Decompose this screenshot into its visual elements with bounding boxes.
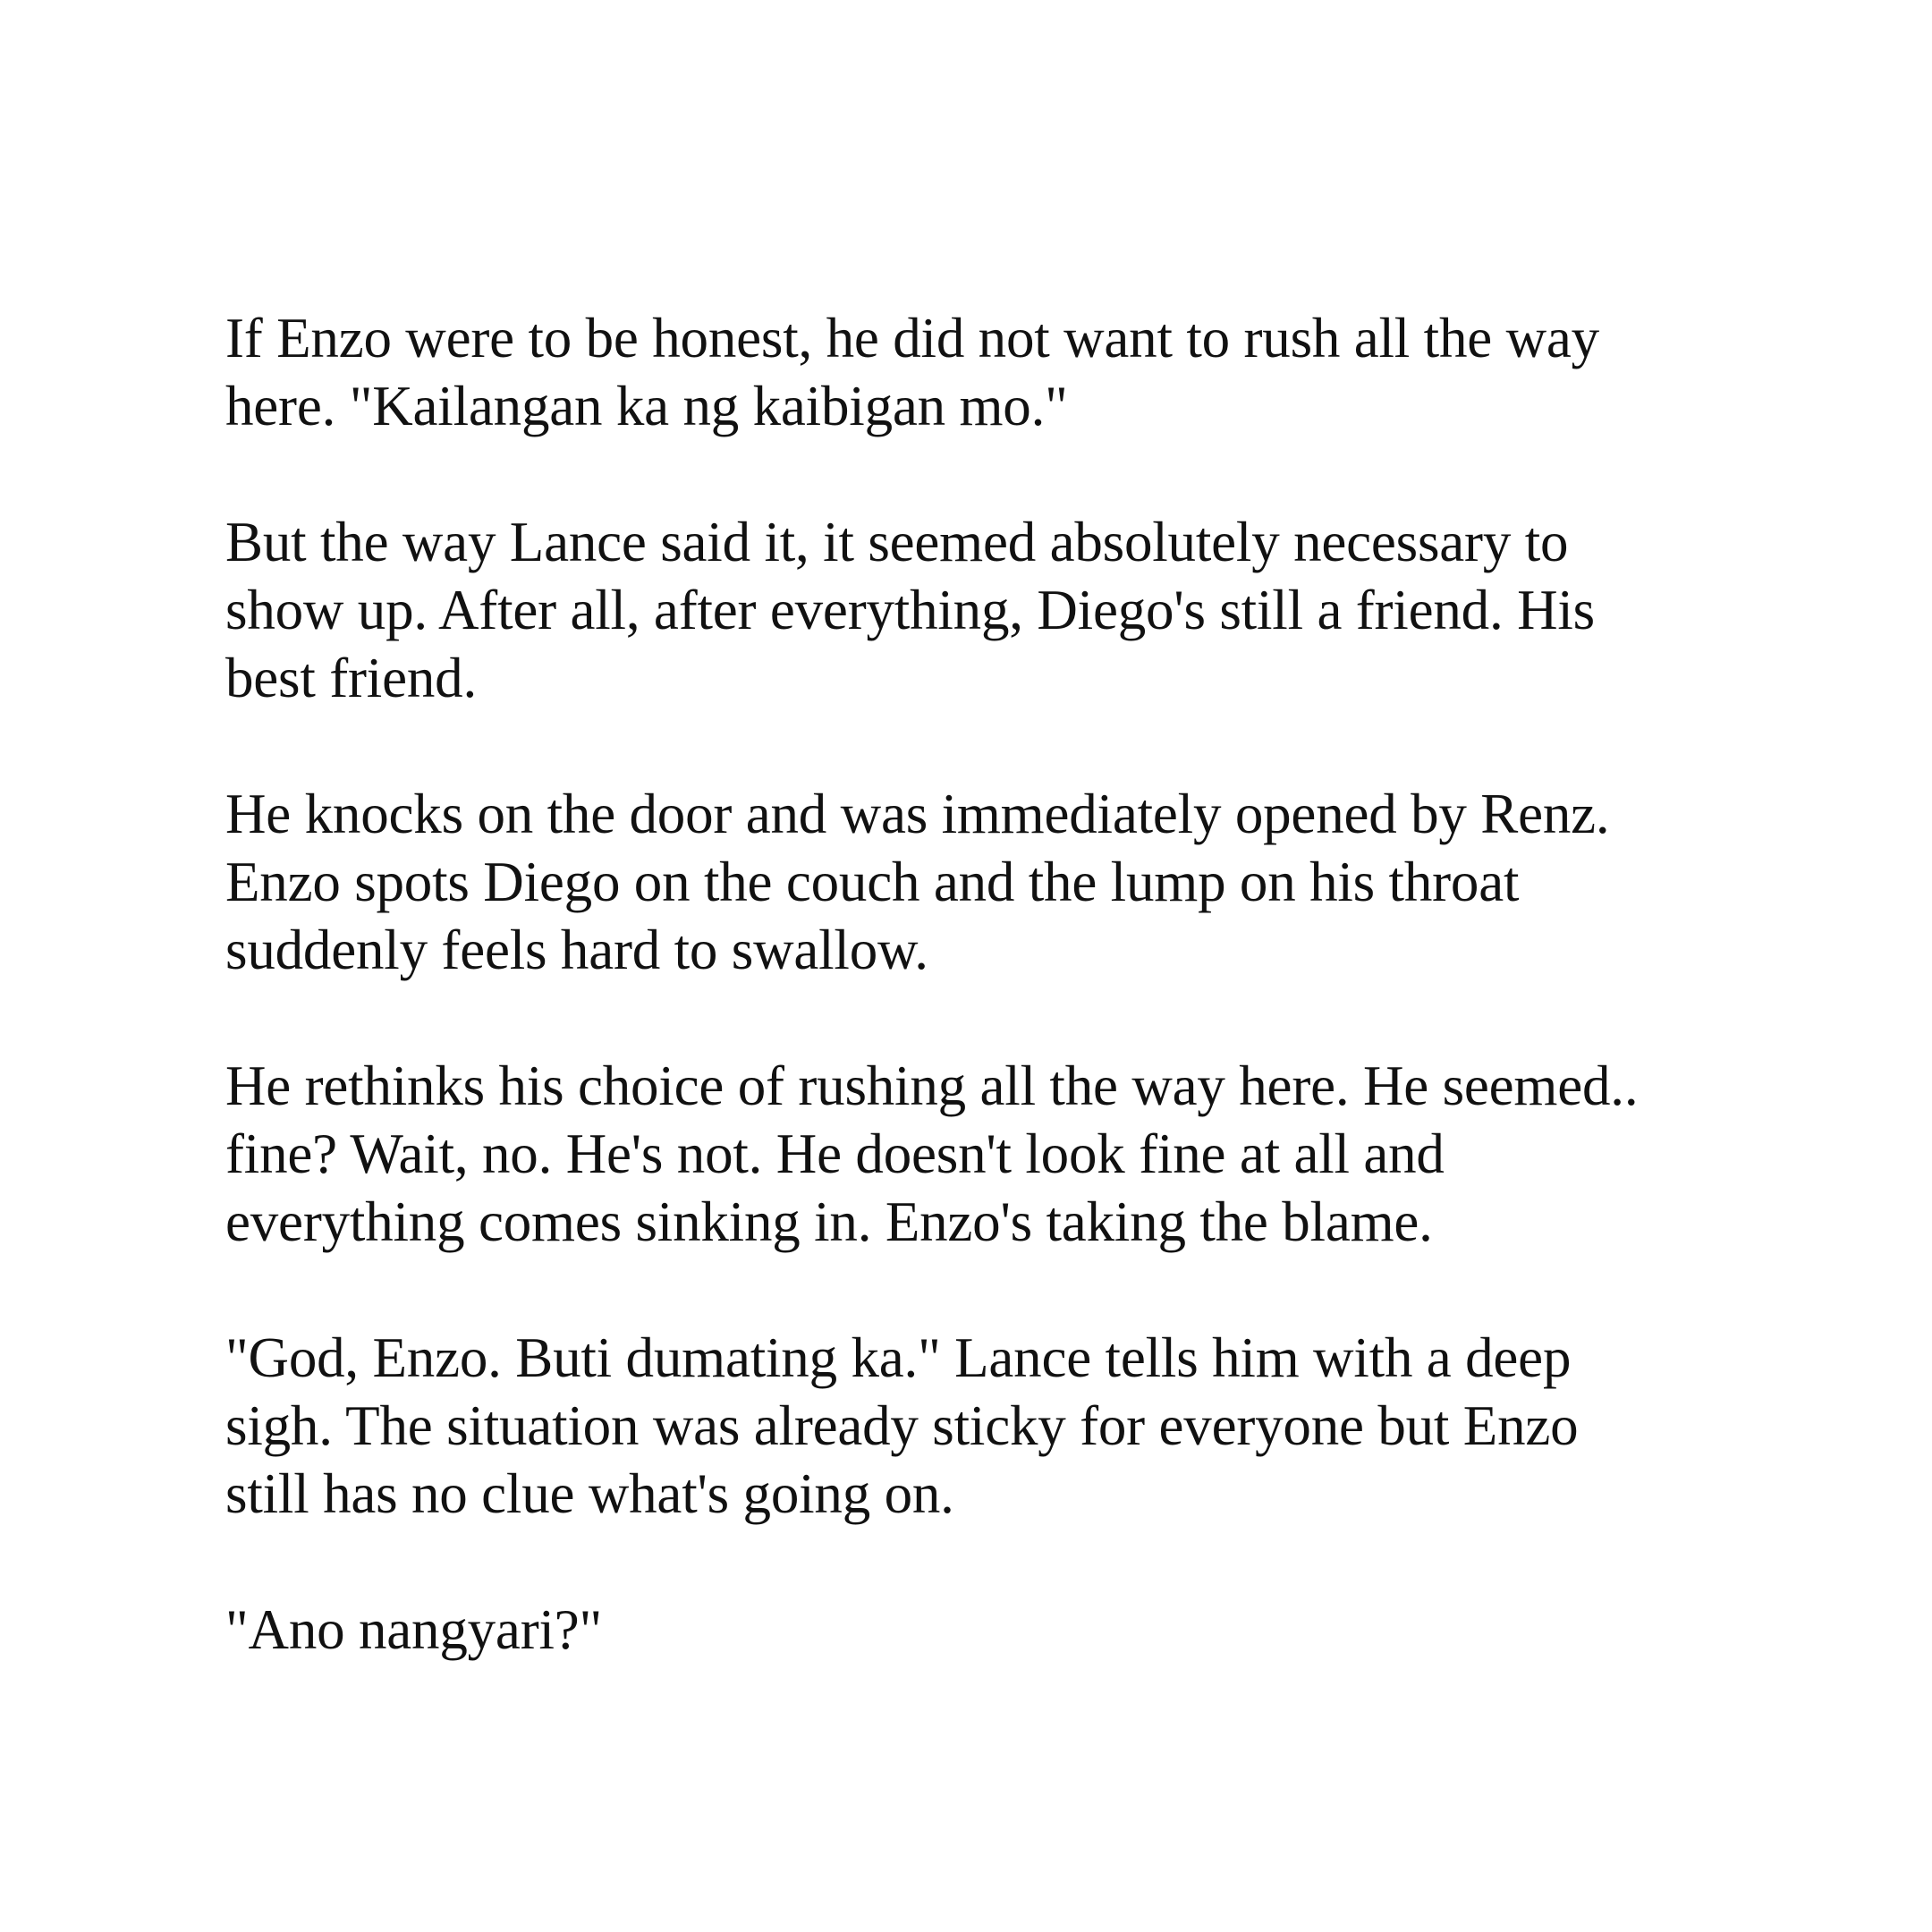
text-line: suddenly feels hard to swallow. [225,919,928,981]
paragraph-2 [225,508,1746,712]
text-line: But the way Lance said it, it seemed absolutely necessary to [225,511,1569,573]
text-line: Enzo spots Diego on the couch and the lump on his throat [225,851,1520,913]
text-line: "Ano nangyari?" [225,1598,603,1661]
paragraph-3 [225,780,1746,984]
paragraph-1 [225,304,1746,440]
text-line: If Enzo were to be honest, he did not want to rush all the way [225,307,1599,369]
text-line: here. "Kailangan ka ng kaibigan mo." [225,375,1068,437]
text-line: "God, Enzo. Buti dumating ka." Lance tells him with a deep [225,1326,1572,1389]
text-line: sigh. The situation was already sticky for everyone but Enzo [225,1394,1579,1457]
text-line: still has no clue what's going on. [225,1462,954,1525]
text-line: best friend. [225,647,478,709]
story-text [225,304,1746,1664]
text-line: fine? Wait, no. He's not. He doesn't look fine at all and [225,1123,1445,1185]
text-line: He knocks on the door and was immediately opened by Renz. [225,783,1610,845]
text-line: everything comes sinking in. Enzo's taking the blame. [225,1191,1433,1253]
paragraph-5 [225,1324,1746,1528]
text-line: He rethinks his choice of rushing all the way here. He seemed.. [225,1055,1639,1117]
paragraph-4 [225,1052,1746,1256]
paragraph-6 [225,1596,1746,1664]
text-line: show up. After all, after everything, Diego's still a friend. His [225,579,1595,641]
